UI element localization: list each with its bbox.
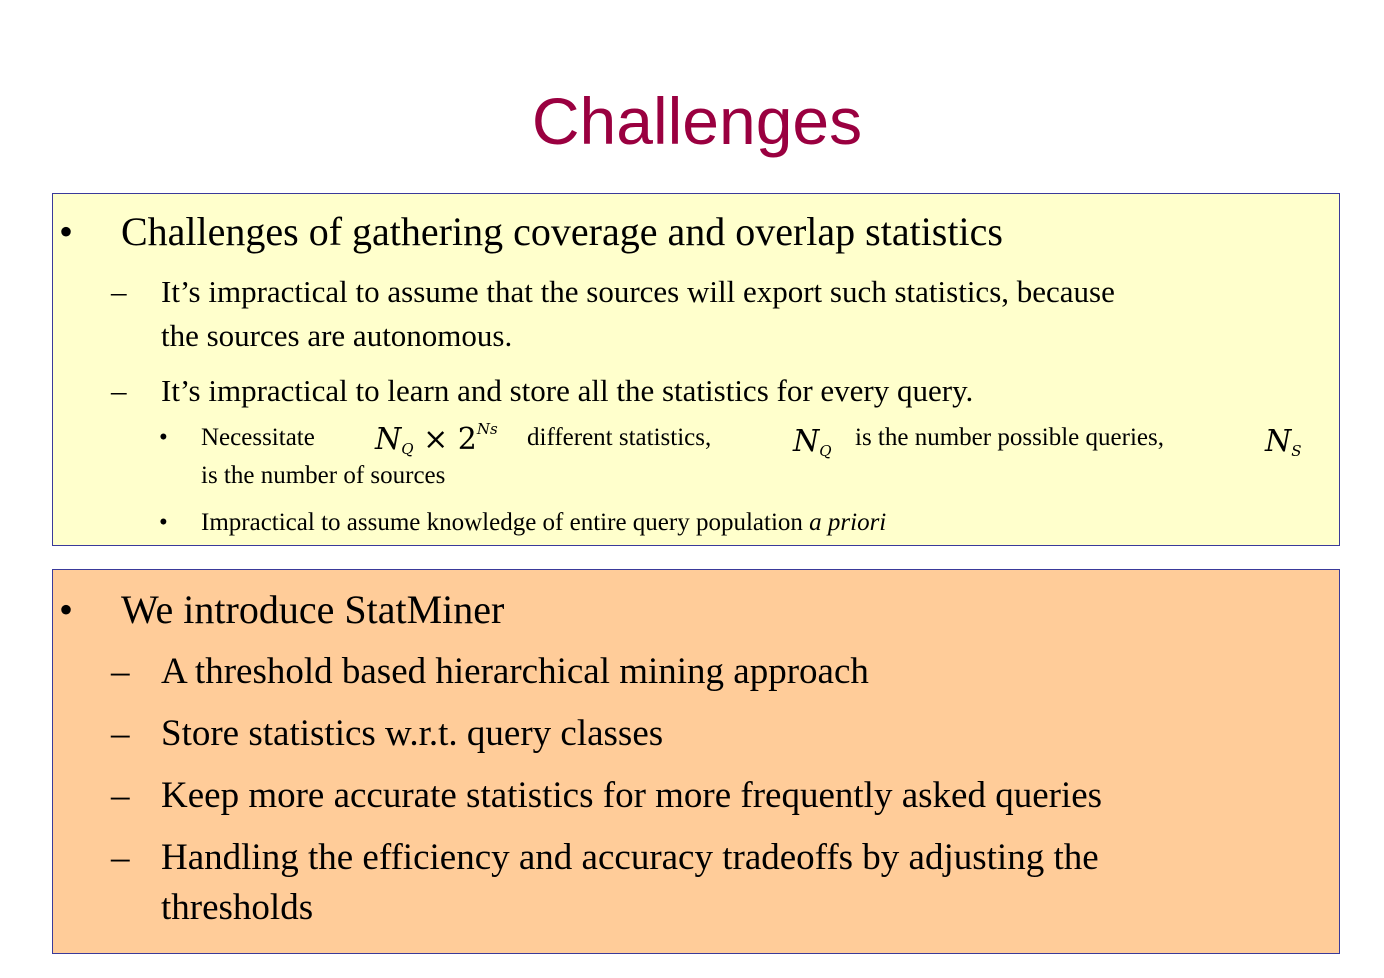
sub-text-main: Impractical to assume knowledge of entire query population xyxy=(201,509,803,536)
dash-text: A threshold based hierarchical mining approach xyxy=(161,651,869,692)
math-subscript-s: s xyxy=(490,420,498,438)
dash-glyph: – xyxy=(111,274,127,309)
bullet-heading: We introduce StatMiner xyxy=(121,587,505,632)
statminer-box xyxy=(52,569,1340,954)
formula-nq xyxy=(793,424,832,460)
math-subscript-s: S xyxy=(1291,442,1302,460)
math-symbol-n: N xyxy=(793,424,820,459)
math-two: 2 xyxy=(457,422,477,457)
sub-bullet-glyph: • xyxy=(159,509,168,536)
dash-text: Store statistics w.r.t. query classes xyxy=(161,713,664,754)
bullet-heading: Challenges of gathering coverage and overlap statistics xyxy=(121,209,1003,254)
math-exponent xyxy=(477,420,498,438)
math-symbol-n: N xyxy=(375,422,402,457)
sub-text: is the number possible queries, xyxy=(855,424,1164,451)
challenges-box xyxy=(52,193,1340,546)
sub-bullet-glyph: • xyxy=(159,424,168,451)
sub-text xyxy=(201,509,886,537)
dash-glyph: – xyxy=(111,373,127,408)
formula-ns xyxy=(1265,424,1302,460)
formula-nq-times-2-ns xyxy=(375,420,498,458)
dash-glyph: – xyxy=(111,651,130,692)
math-symbol-n: N xyxy=(476,420,491,438)
bullet-glyph: • xyxy=(59,209,74,254)
sub-text: Necessitate xyxy=(201,424,315,451)
dash-text: Handling the efficiency and accuracy tradeoffs by adjusting the xyxy=(161,837,1099,878)
dash-text: It’s impractical to learn and store all the statistics for every query. xyxy=(161,373,974,408)
math-times: × xyxy=(423,422,449,457)
sub-text-italic: a priori xyxy=(809,509,887,536)
math-symbol-n: N xyxy=(1265,424,1292,459)
dash-glyph: – xyxy=(111,713,130,754)
dash-glyph: – xyxy=(111,837,130,878)
bullet-glyph: • xyxy=(59,587,74,632)
math-subscript-q: Q xyxy=(819,442,832,460)
math-subscript-q: Q xyxy=(401,440,414,458)
dash-text: Keep more accurate statistics for more frequently asked queries xyxy=(161,775,1103,816)
slide-title: Challenges xyxy=(531,84,863,158)
dash-text: the sources are autonomous. xyxy=(161,318,513,353)
sub-text: different statistics, xyxy=(527,424,712,451)
dash-text: It’s impractical to assume that the sources will export such statistics, because xyxy=(161,274,1115,309)
dash-text: thresholds xyxy=(161,887,314,928)
dash-glyph: – xyxy=(111,775,130,816)
sub-text: is the number of sources xyxy=(201,462,446,489)
